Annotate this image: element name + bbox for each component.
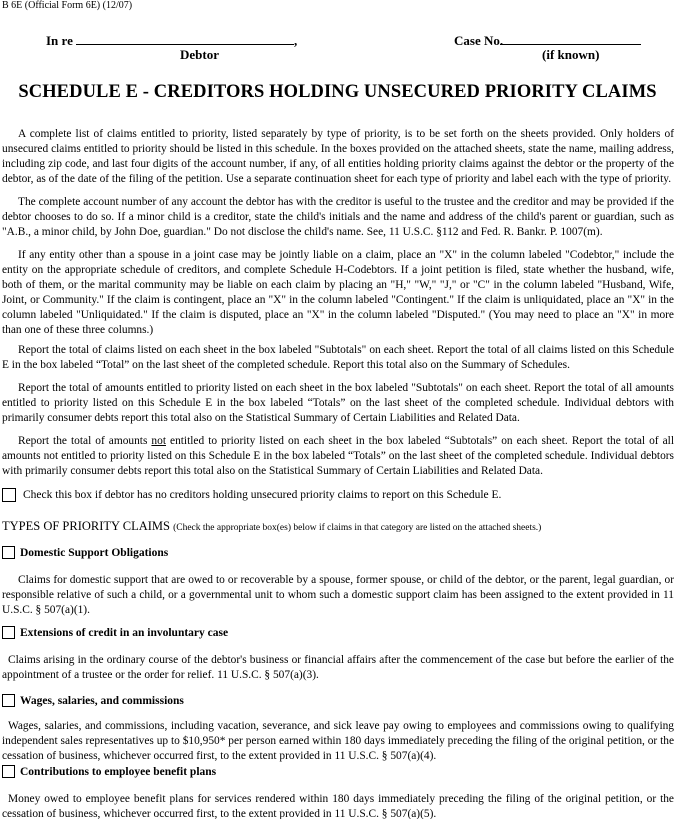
category-label: Extensions of credit in an involuntary case: [20, 626, 229, 639]
category-description: Claims arising in the ordinary course of the debtor's business or financial affairs after the commencement of the case but before the earlier of the appointment of a trustee or the order for relief. 11 U.S.C. § 507(a)(3).: [2, 654, 674, 681]
instruction-paragraph-5: Report the total of amounts entitled to priority listed on each sheet in the box labeled "Subtotals" on each sheet. Report the total of all amounts entitled to priority listed on this Schedule E in the box labeled “Totals” on the last sheet of the completed schedule. Individual debtors with primarily consumer debts report this total also on the Statistical Summary of Certain Liabilities and Related Data.: [2, 382, 674, 424]
category-description: Money owed to employee benefit plans for services rendered within 180 days immediately preceding the filing of the original petition, or the cessation of business, whichever occurred first, to the extent provided in 11 U.S.C. § 507(a)(5).: [2, 793, 674, 819]
page-title: SCHEDULE E - CREDITORS HOLDING UNSECURED PRIORITY CLAIMS: [18, 82, 657, 102]
category-label: Domestic Support Obligations: [20, 546, 169, 559]
in-re-label: In re: [46, 33, 73, 48]
form-identifier: B 6E (Official Form 6E) (12/07): [2, 0, 133, 11]
category-label: Wages, salaries, and commissions: [20, 694, 184, 707]
instruction-paragraph-2: The complete account number of any account the debtor has with the creditor is useful to the trustee and the creditor and may be provided if the debtor chooses to do so. If a minor child is a creditor, state the child's initials and the name and address of the child's parent or guardian, such as "A.B., a minor child, by John Doe, guardian." Do not disclose the child's name. See, 11 U.S.C. §112 and Fed. R. Bankr. P. 1007(m).: [2, 196, 674, 238]
category-benefit-plans: [2, 765, 216, 778]
category-wages: [2, 694, 184, 707]
category-involuntary-credit: [2, 626, 228, 639]
wages-checkbox[interactable]: [2, 694, 15, 707]
category-domestic-support: [2, 546, 168, 559]
no-creditors-label: Check this box if debtor has no creditors holding unsecured priority claims to report on this Schedule E.: [23, 489, 502, 501]
instruction-paragraph-4: Report the total of claims listed on each sheet in the box labeled "Subtotals" on each sheet. Report the total of all claims listed on this Schedule E in the box labeled “Total” on the last sheet of the completed schedule. Report this total also on the Summary of Schedules.: [2, 344, 674, 371]
involuntary-credit-checkbox[interactable]: [2, 626, 15, 639]
category-description: Wages, salaries, and commissions, including vacation, severance, and sick leave pay owing to employees and commissions owing to qualifying independent sales representatives up to $10,950* per person earned within 180 days immediately preceding the filing of the original petition, or the cessation of business, whichever occurred first, to the extent provided in 11 U.S.C. § 507(a)(4).: [2, 720, 674, 762]
comma: ,: [294, 33, 298, 48]
category-label: Contributions to employee benefit plans: [20, 765, 217, 778]
instruction-paragraph-1: A complete list of claims entitled to priority, listed separately by type of priority, is to be set forth on the sheets provided. Only holders of unsecured claims entitled to priority should be listed in this schedule. In the boxes provided on the attached sheets, state the name, mailing address, including zip code, and last four digits of the account number, if any, of all entities holding priority claims against the debtor or the property of the debtor, as of the date of the filing of the petition. Use a separate continuation sheet for each type of priority and label each with the type of priority.: [2, 128, 674, 185]
case-no-label: Case No.: [454, 33, 504, 48]
instruction-paragraph-6: Report the total of amounts not entitled to priority listed on each sheet in the box labeled “Subtotals” on each sheet. Report the total of all amounts not entitled to priority listed on this Schedule E in the box labeled “Totals” on the last sheet of the completed schedule. Individual debtors with primarily consumer debts report this total also on the Statistical Summary of Certain Liabilities and Related Data.: [2, 435, 674, 477]
benefit-plans-checkbox[interactable]: [2, 765, 15, 778]
no-creditors-checkbox[interactable]: [2, 488, 16, 502]
case-number-field[interactable]: [500, 44, 641, 45]
category-description: Claims for domestic support that are owed to or recoverable by a spouse, former spouse, or child of the debtor, or the parent, legal guardian, or responsible relative of such a child, or a governmental unit to whom such a domestic support claim has been assigned to the extent provided in 11 U.S.C. § 507(a)(1).: [2, 574, 674, 616]
no-creditors-row: [2, 488, 501, 502]
domestic-support-checkbox[interactable]: [2, 546, 15, 559]
instruction-paragraph-3: If any entity other than a spouse in a joint case may be jointly liable on a claim, place an "X" in the column labeled "Codebtor," include the entity on the appropriate schedule of creditors, and complete Schedule H-Codebtors. If a joint petition is filed, state whether the husband, wife, both of them, or the marital community may be liable on each claim by placing an "H," "W," "J," or "C" in the column labeled "Husband, Wife, Joint, or Community." If the claim is contingent, place an "X" in the column labeled "Contingent." If the claim is unliquidated, place an "X" in the column labeled "Unliquidated." If the claim is disputed, place an "X" in the column labeled "Disputed." (You may need to place an "X" in more than one of these three columns.): [2, 249, 674, 336]
types-heading: TYPES OF PRIORITY CLAIMS (Check the appropriate box(es) below if claims in that category are listed on the attached sheets.): [2, 519, 542, 533]
debtor-label: Debtor: [180, 47, 219, 62]
if-known-label: (if known): [542, 47, 600, 62]
debtor-name-field[interactable]: [76, 44, 294, 45]
